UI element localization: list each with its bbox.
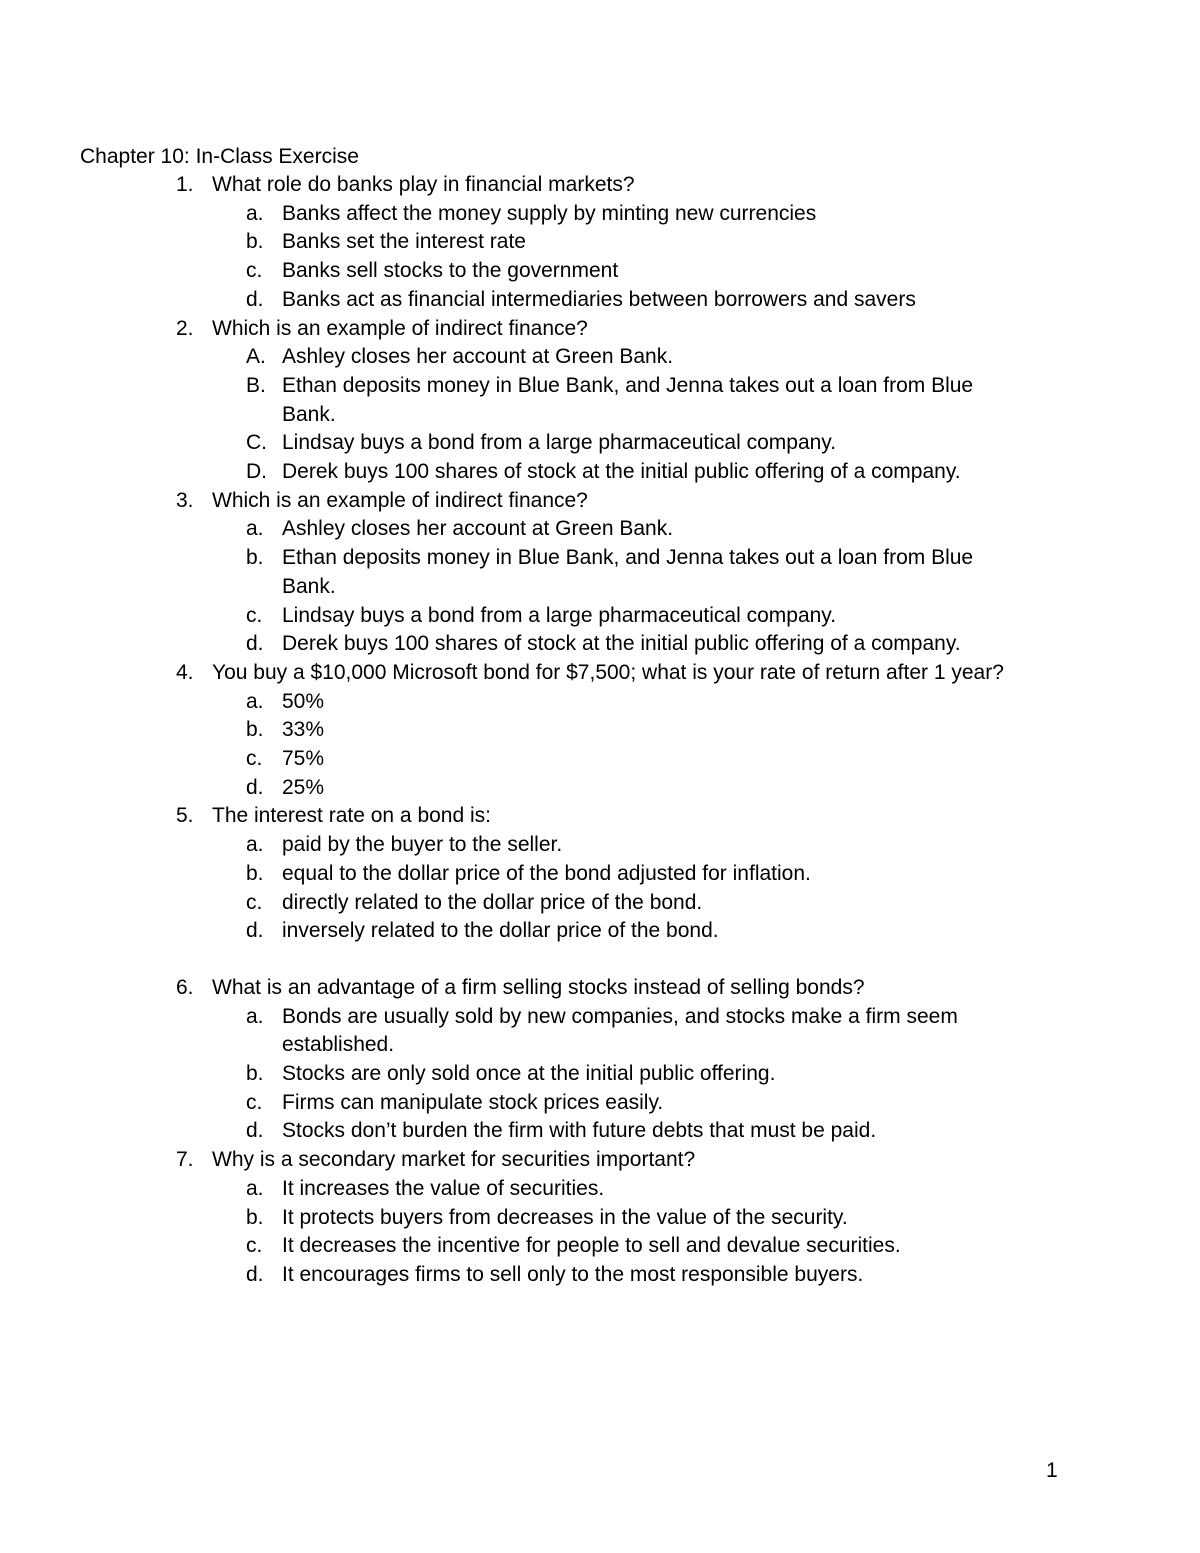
answer-option: [0, 860, 1200, 889]
option-letter: d.: [246, 919, 264, 943]
answer-option: [0, 1089, 1200, 1118]
option-letter: A.: [246, 345, 266, 369]
answer-option: [0, 602, 1200, 631]
question: [0, 1146, 1200, 1290]
answer-option: [0, 774, 1200, 803]
option-letter: b.: [246, 546, 264, 570]
answer-option: [0, 1003, 1200, 1060]
option-text: It increases the value of securities.: [282, 1176, 605, 1200]
question-row: [0, 659, 1200, 688]
option-letter: b.: [246, 1205, 264, 1229]
option-letter: a.: [246, 1004, 264, 1028]
option-text: Banks affect the money supply by minting new currencies: [282, 201, 817, 225]
option-letter: c.: [246, 1234, 263, 1258]
question: [0, 315, 1200, 487]
option-letter: a.: [246, 517, 264, 541]
question-row: [0, 487, 1200, 516]
option-text: inversely related to the dollar price of the bond.: [282, 919, 719, 943]
option-letter: d.: [246, 632, 264, 656]
question-number: 5.: [176, 804, 194, 828]
option-letter: a.: [246, 1176, 264, 1200]
answer-option: [0, 1060, 1200, 1089]
option-letter: b.: [246, 230, 264, 254]
answer-option: [0, 372, 1200, 429]
answer-option: [0, 1175, 1200, 1204]
option-letter: d.: [246, 287, 264, 311]
option-text: equal to the dollar price of the bond adjusted for inflation.: [282, 861, 811, 885]
answer-option: [0, 889, 1200, 918]
page-number: 1: [1046, 1459, 1058, 1482]
option-text: Ashley closes her account at Green Bank.: [282, 345, 674, 369]
option-text: Ethan deposits money in Blue Bank, and Jenna takes out a loan from Blue Bank.: [282, 546, 974, 598]
question-number: 4.: [176, 660, 194, 684]
option-letter: a.: [246, 201, 264, 225]
option-letter: d.: [246, 1262, 264, 1286]
option-text: 50%: [282, 689, 325, 713]
question-row: [0, 1146, 1200, 1175]
question-list: [0, 171, 1200, 1290]
answer-option: [0, 745, 1200, 774]
question-row: [0, 171, 1200, 200]
question-text: What role do banks play in financial markets?: [212, 173, 635, 196]
answer-option: [0, 1204, 1200, 1233]
answer-option: [0, 831, 1200, 860]
question-text: What is an advantage of a firm selling stocks instead of selling bonds?: [212, 975, 865, 999]
option-text: Firms can manipulate stock prices easily.: [282, 1090, 664, 1114]
answer-option: [0, 1232, 1200, 1261]
blank-line: [0, 946, 1200, 974]
option-text: 33%: [282, 718, 325, 742]
question-row: [0, 974, 1200, 1003]
question-number: 2.: [176, 316, 194, 340]
option-letter: C.: [246, 431, 267, 455]
option-text: It encourages firms to sell only to the most responsible buyers.: [282, 1262, 864, 1286]
question-number: 6.: [176, 975, 194, 999]
page-title: Chapter 10: In-Class Exercise: [80, 145, 359, 168]
option-letter: c.: [246, 259, 263, 283]
option-letter: c.: [246, 890, 263, 914]
answer-option: [0, 917, 1200, 946]
option-letter: a.: [246, 833, 264, 857]
option-text: Banks act as financial intermediaries between borrowers and savers: [282, 287, 916, 311]
option-letter: c.: [246, 603, 263, 627]
option-text: Stocks don’t burden the firm with future debts that must be paid.: [282, 1119, 877, 1143]
option-text: Derek buys 100 shares of stock at the initial public offering of a company.: [282, 460, 961, 483]
answer-option: [0, 630, 1200, 659]
option-text: Lindsay buys a bond from a large pharmaceutical company.: [282, 603, 837, 627]
question-row: [0, 315, 1200, 344]
option-text: It decreases the incentive for people to sell and devalue securities.: [282, 1234, 901, 1258]
option-text: Banks sell stocks to the government: [282, 259, 619, 283]
answer-option: [0, 257, 1200, 286]
option-text: It protects buyers from decreases in the value of the security.: [282, 1205, 848, 1229]
question: [0, 802, 1200, 946]
option-letter: a.: [246, 689, 264, 713]
answer-option: [0, 1261, 1200, 1290]
option-text: directly related to the dollar price of the bond.: [282, 890, 703, 914]
answer-option: [0, 716, 1200, 745]
question-number: 7.: [176, 1148, 194, 1172]
answer-option: [0, 458, 1200, 487]
answer-option: [0, 1117, 1200, 1146]
answer-option: [0, 544, 1200, 601]
option-letter: c.: [246, 1090, 263, 1114]
answer-option: [0, 688, 1200, 717]
option-letter: d.: [246, 775, 264, 799]
option-letter: d.: [246, 1119, 264, 1143]
option-letter: b.: [246, 718, 264, 742]
option-text: 25%: [282, 775, 325, 799]
option-letter: D.: [246, 460, 267, 483]
question: [0, 974, 1200, 1146]
question: [0, 659, 1200, 803]
question-text: Which is an example of indirect finance?: [212, 316, 588, 340]
answer-option: [0, 429, 1200, 458]
option-text: Derek buys 100 shares of stock at the initial public offering of a company.: [282, 632, 961, 656]
answer-option: [0, 286, 1200, 315]
question-text: You buy a $10,000 Microsoft bond for $7,500; what is your rate of return after 1 year?: [212, 660, 1004, 684]
option-letter: c.: [246, 747, 263, 770]
answer-option: [0, 343, 1200, 372]
option-letter: B.: [246, 373, 266, 397]
question-text: Why is a secondary market for securities important?: [212, 1148, 696, 1172]
option-text: Lindsay buys a bond from a large pharmaceutical company.: [282, 431, 837, 455]
option-text: Ashley closes her account at Green Bank.: [282, 517, 674, 541]
option-text: Banks set the interest rate: [282, 230, 526, 254]
question: [0, 487, 1200, 659]
question-row: [0, 802, 1200, 831]
option-text: Stocks are only sold once at the initial public offering.: [282, 1062, 776, 1085]
question: [0, 171, 1200, 315]
option-letter: b.: [246, 861, 264, 885]
answer-option: [0, 515, 1200, 544]
answer-option: [0, 228, 1200, 257]
option-text: paid by the buyer to the seller.: [282, 833, 563, 857]
question-text: The interest rate on a bond is:: [212, 804, 491, 828]
option-text: Ethan deposits money in Blue Bank, and Jenna takes out a loan from Blue Bank.: [282, 373, 974, 426]
answer-option: [0, 200, 1200, 229]
question-text: Which is an example of indirect finance?: [212, 488, 588, 512]
option-text: Bonds are usually sold by new companies, and stocks make a firm seem established.: [282, 1004, 958, 1057]
question-number: 1.: [176, 173, 194, 196]
question-number: 3.: [176, 488, 194, 512]
option-letter: b.: [246, 1062, 264, 1085]
option-text: 75%: [282, 747, 325, 770]
